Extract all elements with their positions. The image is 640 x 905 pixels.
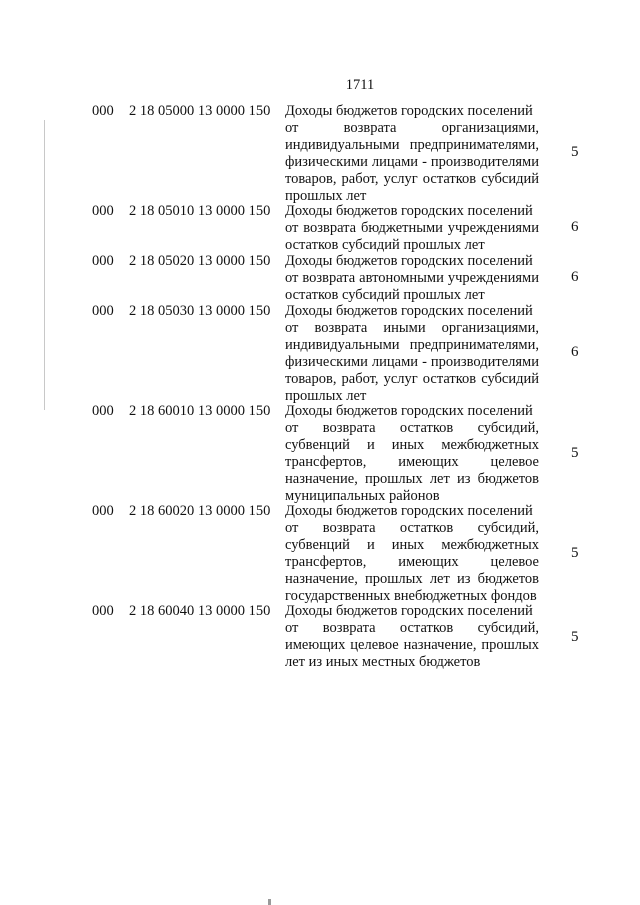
margin-mark: 5 [571,445,579,461]
description-line: товаров, работ, услуг остатков субсидий [285,171,539,187]
description-line: Доходы бюджетов городских поселений [285,503,533,519]
admin-code: 000 [92,253,114,269]
budget-classification-code: 2 18 60010 13 0000 150 [129,403,271,419]
margin-mark: 6 [571,219,579,235]
scan-edge-mark [268,899,271,905]
description-line: Доходы бюджетов городских поселений [285,303,533,319]
income-description [285,503,539,605]
budget-classification-code: 2 18 05020 13 0000 150 [129,253,271,269]
description-line: товаров, работ, услуг остатков субсидий [285,371,539,387]
budget-classification-code: 2 18 05000 13 0000 150 [129,103,271,119]
description-line: от возврата автономными учреждениями [285,270,539,286]
margin-mark: 5 [571,629,579,645]
income-description [285,253,539,304]
description-line: трансфертов, имеющих целевое [285,454,539,470]
description-line: имеющих целевое назначение, прошлых [285,637,539,653]
description-line: субвенций и иных межбюджетных [285,537,539,553]
description-line: от возврата иными организациями, [285,320,539,336]
description-line: Доходы бюджетов городских поселений [285,603,533,619]
admin-code: 000 [92,503,114,519]
admin-code: 000 [92,203,114,219]
admin-code: 000 [92,303,114,319]
description-line: прошлых лет [285,188,367,204]
description-line: физическими лицами - производителями [285,154,539,170]
income-description [285,303,539,405]
description-line: прошлых лет [285,388,367,404]
page-number: 1711 [345,77,375,93]
description-line: Доходы бюджетов городских поселений [285,253,533,269]
description-line: субвенций и иных межбюджетных [285,437,539,453]
margin-mark: 6 [571,344,579,360]
scan-edge-line [44,120,45,410]
margin-mark: 5 [571,144,579,160]
margin-mark: 5 [571,545,579,561]
budget-classification-code: 2 18 05010 13 0000 150 [129,203,271,219]
admin-code: 000 [92,103,114,119]
description-line: индивидуальными предпринимателями, [285,137,539,153]
description-line: трансфертов, имеющих целевое [285,554,539,570]
description-line: муниципальных районов [285,488,440,504]
margin-mark: 6 [571,269,579,285]
description-line: лет из иных местных бюджетов [285,654,481,670]
description-line: от возврата остатков субсидий, [285,620,539,636]
description-line: Доходы бюджетов городских поселений [285,403,533,419]
income-description [285,403,539,505]
description-line: назначение, прошлых лет из бюджетов [285,571,539,587]
income-description [285,103,539,205]
income-description [285,203,539,254]
description-line: физическими лицами - производителями [285,354,539,370]
admin-code: 000 [92,403,114,419]
description-line: остатков субсидий прошлых лет [285,237,485,253]
budget-classification-code: 2 18 05030 13 0000 150 [129,303,271,319]
description-line: от возврата остатков субсидий, [285,520,539,536]
description-line: от возврата организациями, [285,120,539,136]
description-line: государственных внебюджетных фондов [285,588,537,604]
description-line: от возврата остатков субсидий, [285,420,539,436]
description-line: назначение, прошлых лет из бюджетов [285,471,539,487]
description-line: индивидуальными предпринимателями, [285,337,539,353]
description-line: от возврата бюджетными учреждениями [285,220,539,236]
description-line: Доходы бюджетов городских поселений [285,103,533,119]
description-line: остатков субсидий прошлых лет [285,287,485,303]
admin-code: 000 [92,603,114,619]
budget-classification-code: 2 18 60020 13 0000 150 [129,503,271,519]
description-line: Доходы бюджетов городских поселений [285,203,533,219]
income-description [285,603,539,671]
budget-classification-code: 2 18 60040 13 0000 150 [129,603,271,619]
